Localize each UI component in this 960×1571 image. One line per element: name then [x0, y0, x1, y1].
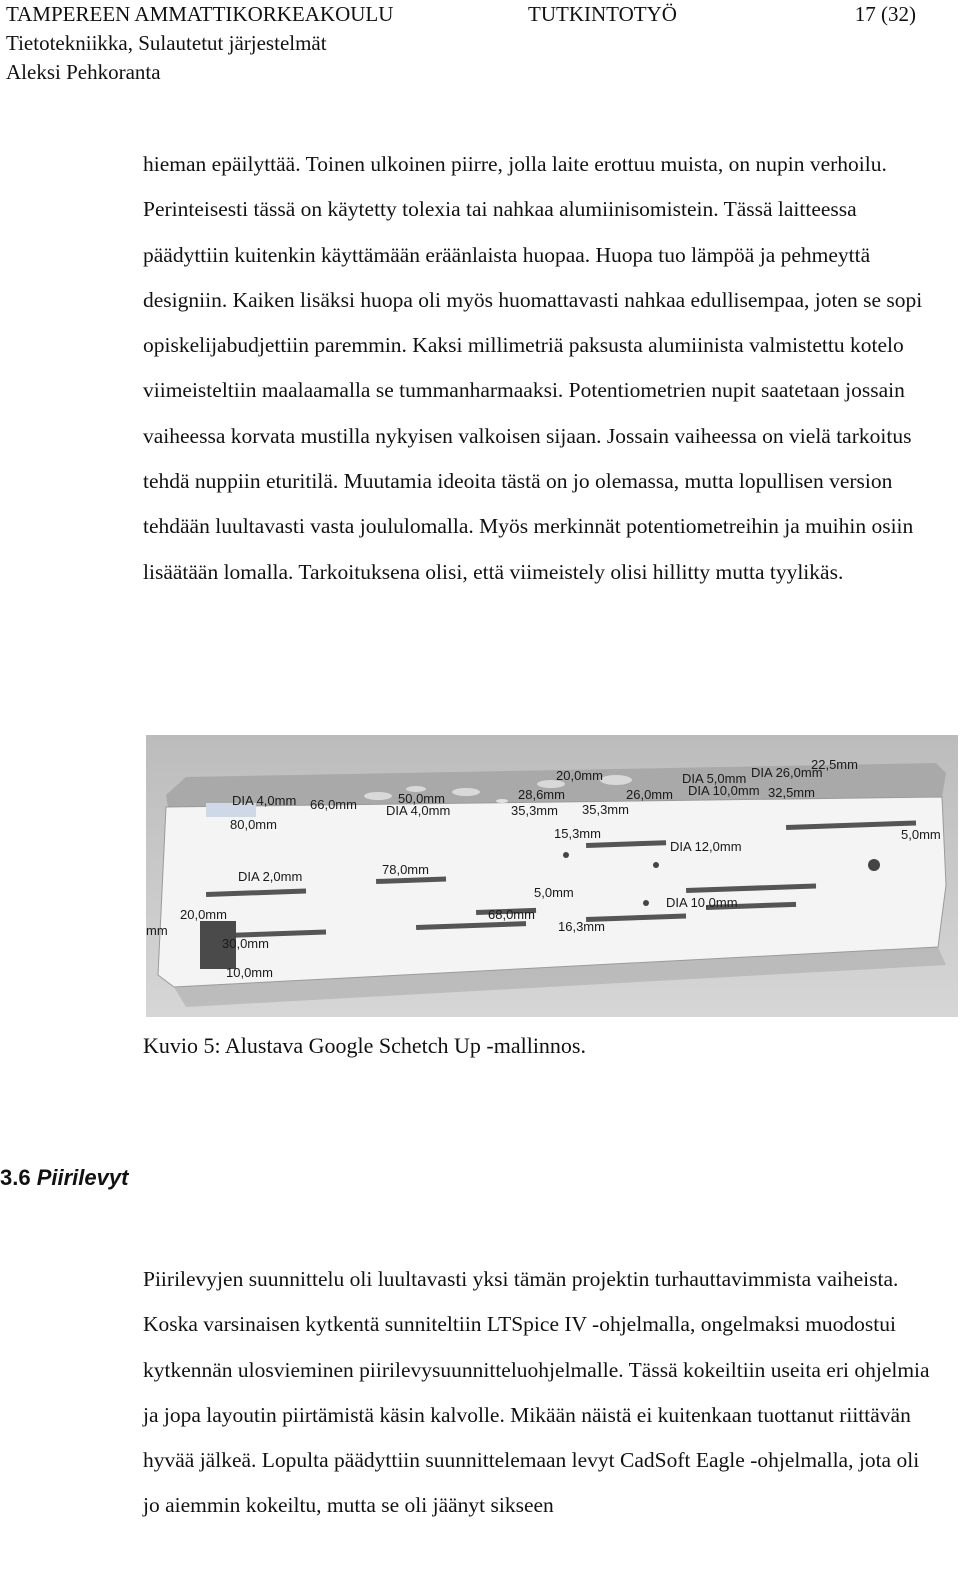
front-hole — [868, 859, 880, 871]
dimension-label: 22,5mm — [811, 757, 858, 772]
top-hole — [600, 775, 632, 785]
document-type: TUTKINTOTYÖ — [528, 2, 677, 26]
dimension-label: DIA 4,0mm — [386, 803, 451, 818]
front-hole — [563, 852, 569, 858]
dimension-label: 32,5mm — [768, 785, 815, 800]
top-hole — [364, 792, 392, 800]
top-hole — [496, 799, 508, 803]
dimension-label: 35,3mm — [582, 802, 629, 817]
section-heading — [0, 1163, 128, 1193]
sketchup-figure — [146, 735, 958, 1017]
paragraph-1: hieman epäilyttää. Toinen ulkoinen piirre, jolla laite erottuu muista, on nupin verhoilu. Perinteisesti tässä on käytetty tolexia tai nahkaa alumiinisomistein. Tässä laitteessa päädyttiin kuitenkin käyttämään eräänlaista huopaa. Huopa tuo lämpöä ja pehmeyttä designiin. Kaiken lisäksi huopa oli myös huomattavasti nahkaa edullisempaa, joten se sopi opiskelijabudjettiin paremmin. Kaksi millimetriä paksusta alumiinista valmistettu kotelo viimeisteltiin maalaamalla se tummanharmaaksi. Potentiometrien nupit saatetaan jossain vaiheessa korvata mustilla nykyisen valkoisen sijaan. Jossain vaiheessa on vielä tarkoitus tehdä nuppiin eturitilä. Muutamia ideoita tästä on jo olemassa, mutta lopullisen version tehdään luultavasti vasta joululomalla. Myös merkinnät potentiometreihin ja muihin osiin lisäätään lomalla. Tarkoituksena olisi, että viimeistely olisi hillitty mutta tyylikäs. — [143, 152, 923, 584]
page-number: 17 (32) — [854, 2, 916, 26]
dimension-label: 20,0mm — [556, 768, 603, 783]
dimension-label: 15,3mm — [554, 826, 601, 841]
enclosure-model-image — [146, 735, 958, 1017]
dimension-label: 5,0mm — [534, 885, 574, 900]
figure-caption: Kuvio 5: Alustava Google Schetch Up -mallinnos. — [143, 1033, 586, 1058]
dimension-label: 26,0mm — [626, 787, 673, 802]
dimension-label: 5,0mm — [901, 827, 941, 842]
dimension-label: DIA 12,0mm — [670, 839, 742, 854]
dimension-label: DIA 2,0mm — [238, 869, 303, 884]
dimension-label: DIA 5,0mm — [682, 771, 747, 786]
dimension-label: 16,3mm — [558, 919, 605, 934]
dimension-label: 20,0mm — [180, 907, 227, 922]
author: Aleksi Pehkoranta — [6, 60, 161, 84]
dimension-label: DIA 4,0mm — [232, 793, 297, 808]
dimension-label: DIA 10,0mm — [666, 895, 738, 910]
dimension-label: 10,0mm — [226, 965, 273, 980]
paragraph-2: Piirilevyjen suunnittelu oli luultavasti yksi tämän projektin turhauttavimmista vaiheista. Koska varsinaisen kytkentä sunniteltiin LTSpice IV -ohjelmalla, ongelmaksi muodostui kytkennän ulosvieminen piirilevysuunnitteluohjelmalle. Tässä kokeiltiin useita eri ohjelmia ja jopa layoutin piirtämistä käsin kalvolle. Mikään näistä ei kuitenkaan tuottanut riittävän hyvää jälkeä. Lopulta päädyttiin suunnittelemaan levyt CadSoft Eagle -ohjelmalla, jota oli jo aiemmin kokeiltu, mutta se oli jäänyt sikseen — [143, 1267, 930, 1518]
dimension-label: 30,0mm — [222, 936, 269, 951]
department: Tietotekniikka, Sulautetut järjestelmät — [6, 31, 327, 55]
dimension-label: 68,0mm — [488, 907, 535, 922]
dimension-label: 28,6mm — [518, 787, 565, 802]
dimension-label: mm — [146, 923, 168, 938]
dimension-label: 66,0mm — [310, 797, 357, 812]
dimension-label: 78,0mm — [382, 862, 429, 877]
section-title: Piirilevyt — [36, 1165, 129, 1190]
top-hole — [452, 788, 480, 796]
header-top-row — [6, 0, 916, 29]
school-name: TAMPEREEN AMMATTIKORKEAKOULU — [6, 2, 394, 26]
dimension-label: 80,0mm — [230, 817, 277, 832]
dimension-label: 35,3mm — [511, 803, 558, 818]
section-number: 3.6 — [0, 1165, 31, 1190]
page-header — [6, 0, 916, 87]
front-hole — [653, 862, 659, 868]
dimension-label: DIA 10,0mm — [688, 783, 760, 798]
dimension-label: 50,0mm — [398, 791, 445, 806]
front-hole — [643, 900, 649, 906]
dimension-label: DIA 26,0mm — [751, 765, 823, 780]
